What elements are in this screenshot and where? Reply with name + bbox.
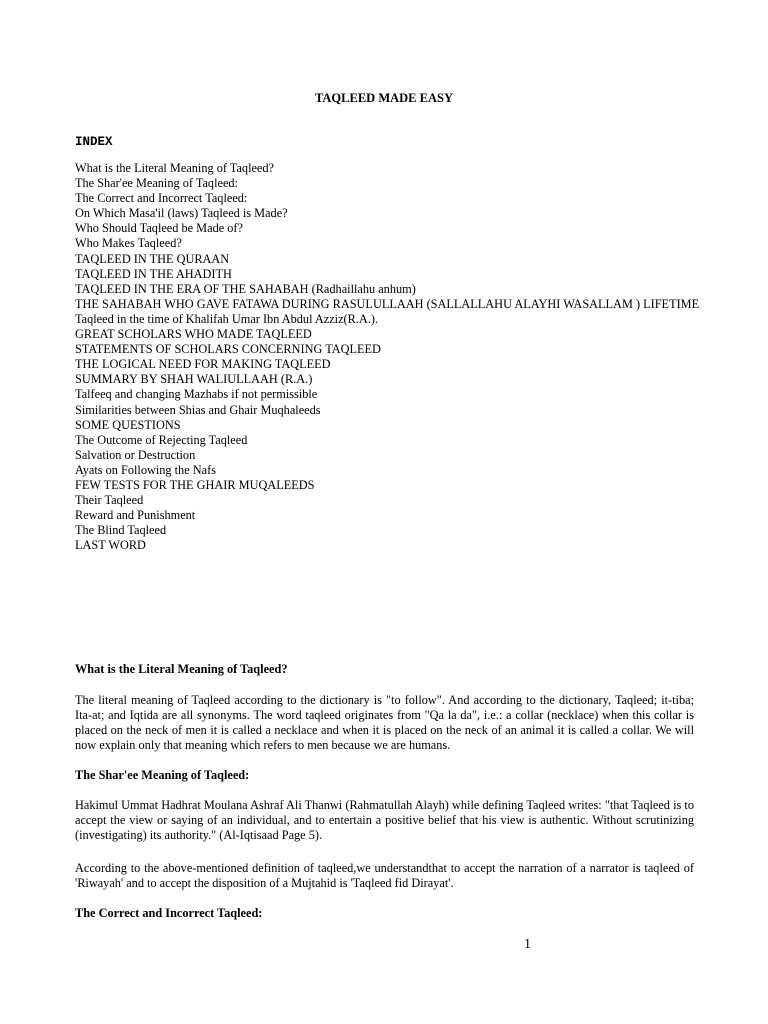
- section-correct-incorrect: [75, 906, 694, 921]
- section-literal-meaning: [75, 662, 694, 677]
- section-heading: The Correct and Incorrect Taqleed:: [75, 906, 263, 920]
- toc-item: SOME QUESTIONS: [75, 417, 181, 432]
- toc-item: TAQLEED IN THE ERA OF THE SAHABAH (Radhaillahu anhum): [75, 281, 416, 296]
- toc-item: THE SAHABAH WHO GAVE FATAWA DURING RASULULLAAH (SALLALLAHU ALAYHI WASALLAM ) LIFETIME: [75, 296, 700, 311]
- toc-item: Talfeeq and changing Mazhabs if not permissible: [75, 387, 318, 402]
- toc-item: TAQLEED IN THE QURAAN: [75, 251, 230, 266]
- toc-item: The Outcome of Rejecting Taqleed: [75, 432, 248, 447]
- index-heading: INDEX: [75, 135, 113, 149]
- table-of-contents: [75, 161, 715, 553]
- toc-item: Who Makes Taqleed?: [75, 236, 182, 251]
- sharee-definition-paragraph: Hakimul Ummat Hadhrat Moulana Ashraf Ali Thanwi (Rahmatullah Alayh) while defining Taqleed writes: "that Taqleed is to accept the view or saying of an individual, and to entertain a positive belief that his view is authentic. Without scrutinizing (investigating) its authority." (Al-Iqtisaad Page 5).: [75, 798, 694, 843]
- toc-item: FEW TESTS FOR THE GHAIR MUQALEEDS: [75, 477, 315, 492]
- toc-item: STATEMENTS OF SCHOLARS CONCERNING TAQLEED: [75, 342, 381, 357]
- toc-item: Salvation or Destruction: [75, 447, 196, 462]
- toc-item: Their Taqleed: [75, 493, 144, 508]
- toc-item: Ayats on Following the Nafs: [75, 462, 216, 477]
- toc-item: TAQLEED IN THE AHADITH: [75, 266, 232, 281]
- sharee-explanation-paragraph: According to the above-mentioned definition of taqleed,we understandthat to accept the narration of a narrator is taqleed of 'Riwayah' and to accept the disposition of a Mujtahid is 'Taqleed fid Dirayat'.: [75, 861, 694, 891]
- literal-meaning-paragraph: The literal meaning of Taqleed according to the dictionary is "to follow". And according to the dictionary, Taqleed; it-tiba; Ita-at; and Iqtida are all synonyms. The word taqleed originates from "Qa la da", i.e.: a collar (necklace) when this collar is placed on the neck of men it is called a necklace and when it is placed on the neck of an animal it is called a collar. We will now explain only that meaning which refers to men because we are humans.: [75, 693, 694, 753]
- toc-item: Taqleed in the time of Khalifah Umar Ibn Abdul Azziz(R.A.).: [75, 311, 379, 326]
- toc-item: GREAT SCHOLARS WHO MADE TAQLEED: [75, 327, 312, 342]
- toc-item: THE LOGICAL NEED FOR MAKING TAQLEED: [75, 357, 331, 372]
- section-heading: The Shar'ee Meaning of Taqleed:: [75, 768, 250, 782]
- document-title: TAQLEED MADE EASY: [315, 91, 453, 105]
- toc-item: The Blind Taqleed: [75, 523, 167, 538]
- section-sharee-meaning: [75, 768, 694, 783]
- toc-item: Similarities between Shias and Ghair Muqhaleeds: [75, 402, 321, 417]
- toc-item: Reward and Punishment: [75, 508, 196, 523]
- toc-item: SUMMARY BY SHAH WALIULLAAH (R.A.): [75, 372, 313, 387]
- toc-item: On Which Masa'il (laws) Taqleed is Made?: [75, 206, 288, 221]
- section-heading: What is the Literal Meaning of Taqleed?: [75, 662, 288, 676]
- toc-item: The Correct and Incorrect Taqleed:: [75, 191, 248, 206]
- toc-item: What is the Literal Meaning of Taqleed?: [75, 161, 275, 175]
- toc-item: The Shar'ee Meaning of Taqleed:: [75, 176, 238, 191]
- toc-item: Who Should Taqleed be Made of?: [75, 221, 243, 236]
- page-number: 1: [524, 937, 531, 952]
- toc-item: LAST WORD: [75, 538, 146, 553]
